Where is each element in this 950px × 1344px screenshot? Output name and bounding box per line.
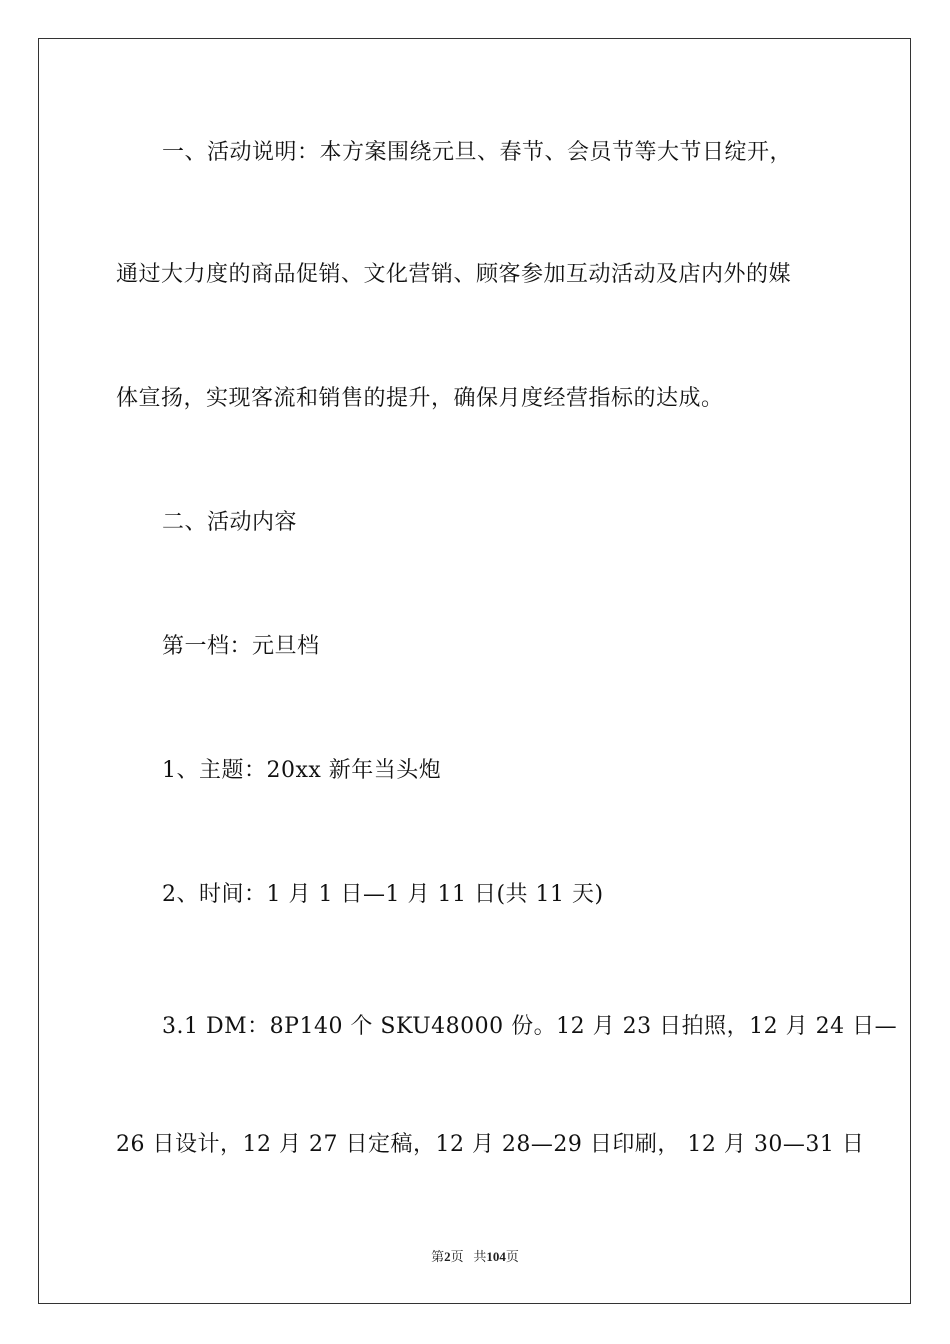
subheading-new-year: 第一档：元旦档 (162, 634, 320, 659)
footer-page-prefix: 第 (431, 1249, 445, 1264)
page-frame (38, 38, 911, 1304)
footer-page-number: 2 (444, 1249, 451, 1264)
footer-page-suffix: 页 (450, 1249, 464, 1264)
item-theme: 1、主题：20xx 新年当头炮 (162, 758, 442, 783)
page-footer (0, 1248, 950, 1266)
item-dm-line-2: 26 日设计，12 月 27 日定稿，12 月 28—29 日印刷， 12 月 30—31 日 (116, 1132, 865, 1157)
paragraph-line-3: 体宣扬，实现客流和销售的提升，确保月度经营指标的达成。 (116, 386, 724, 411)
item-time: 2、时间：1 月 1 日—1 月 11 日(共 11 天) (162, 882, 604, 907)
footer-total-pages: 104 (486, 1249, 506, 1264)
paragraph-line-2: 通过大力度的商品促销、文化营销、顾客参加互动活动及店内外的媒 (116, 262, 792, 287)
paragraph-line-1: 一、活动说明：本方案围绕元旦、春节、会员节等大节日绽开， (162, 140, 793, 165)
item-dm-line-1: 3.1 DM：8P140 个 SKU48000 份。12 月 23 日拍照，12 月 24 日— (162, 1014, 898, 1039)
footer-total-prefix: 共 (473, 1249, 487, 1264)
section-heading-content: 二、活动内容 (162, 510, 298, 535)
footer-total-suffix: 页 (505, 1249, 519, 1264)
